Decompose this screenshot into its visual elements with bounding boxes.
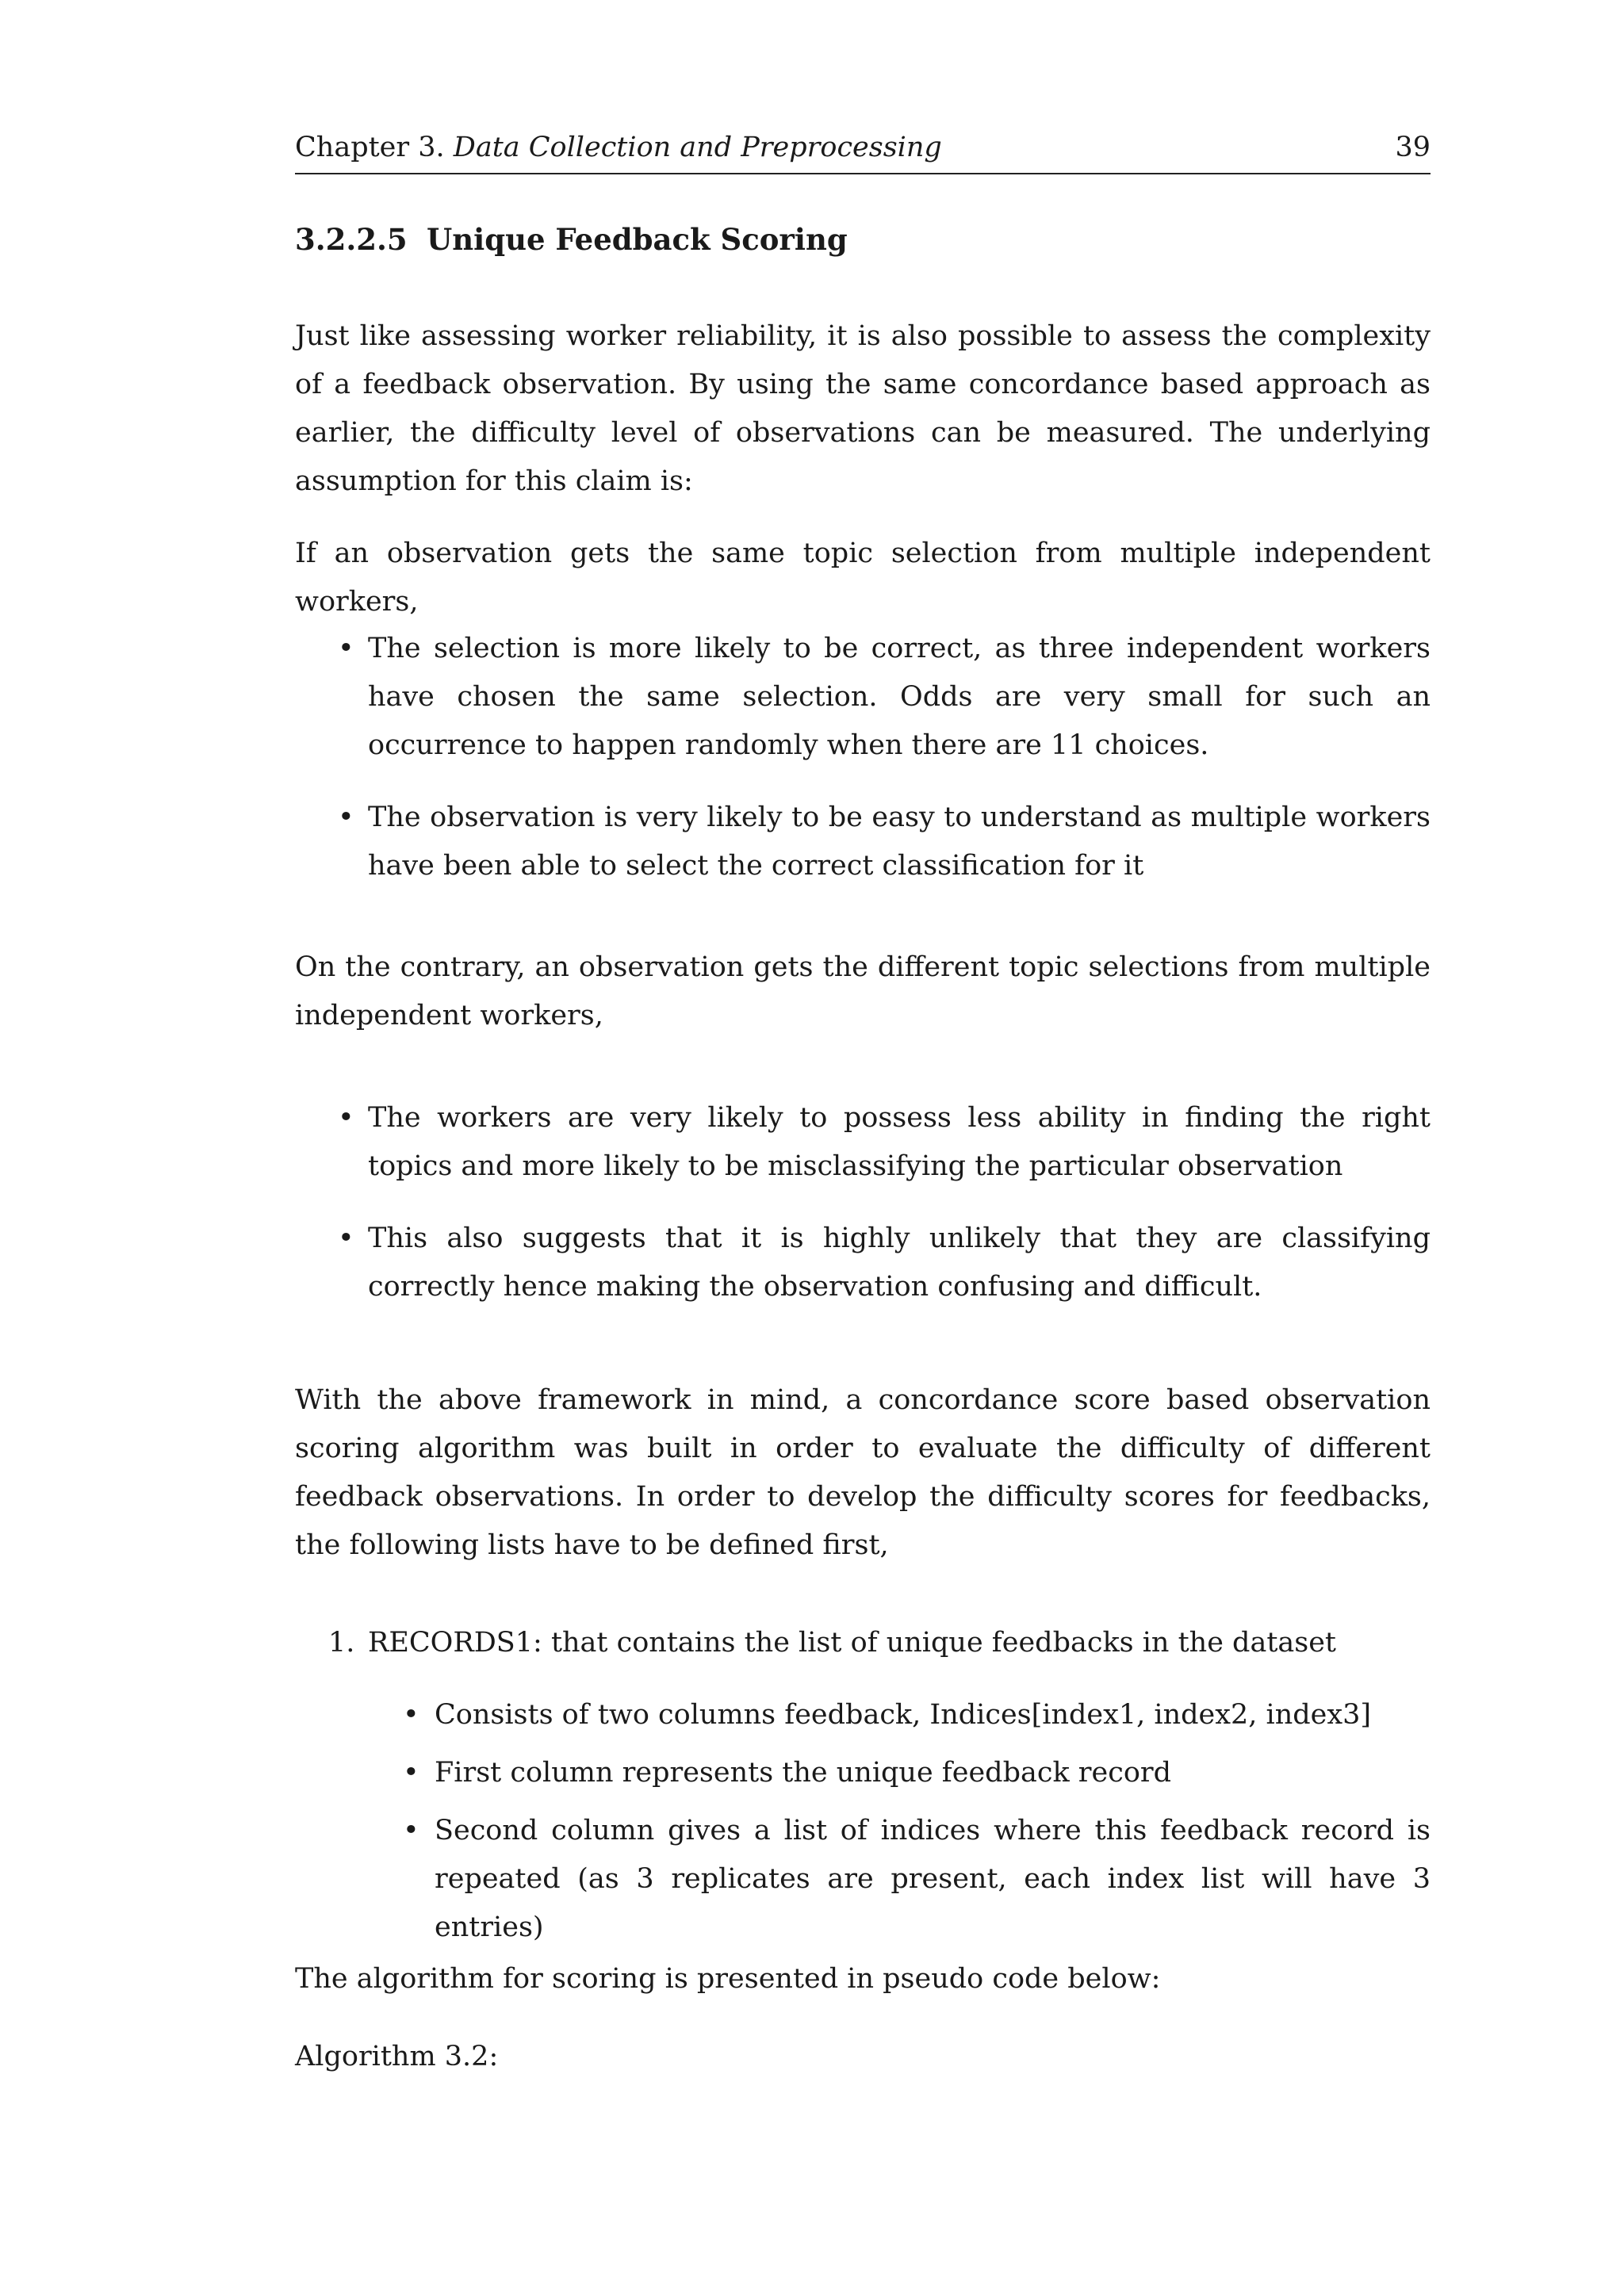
paragraph-algorithm-intro: The algorithm for scoring is presented in pseudo code below: [295,1963,1161,1995]
section-number: 3.2.2.5 [295,222,408,257]
sub-list-item [295,1807,1431,1952]
enumerated-list [295,1619,1431,1952]
running-header [295,132,1431,174]
bullet-icon: • [338,802,354,833]
paragraph-contrary: On the contrary, an observation gets the different topic selections from multiple independent workers, [295,951,1431,1031]
bullet-icon: • [338,633,354,664]
bullet-icon: • [403,1757,419,1789]
enumerated-item [295,1619,1431,1667]
chapter-label [295,132,942,163]
list-item [295,1215,1431,1311]
sub-list-item [295,1749,1431,1797]
list-item-text: The observation is very likely to be easy to understand as multiple workers have been able to select the correct classification for it [368,802,1431,882]
paragraph-intro: Just like assessing worker reliability, it is also possible to assess the complexity of a feedback observation. By using the same concordance based approach as earlier, the difficulty level of observations can be measured. The underlying assumption for this claim is: [295,320,1431,497]
chapter-title: Data Collection and Preprocessing [453,132,942,163]
list-item [295,794,1431,890]
item-number: 1. [328,1627,355,1659]
page-number: 39 [1395,132,1431,163]
chapter-prefix: Chapter 3. [295,132,445,163]
sub-bullet-list [295,1691,1431,1952]
list-item [295,625,1431,770]
paragraph-framework: With the above framework in mind, a concordance score based observation scoring algorithm was built in order to evaluate the difficulty of different feedback observations. In order to develop the difficulty scores for feedbacks, the following lists have to be defined first, [295,1384,1431,1561]
sub-list-item-text: Second column gives a list of indices where this feedback record is repeated (as 3 replicates are present, each index list will have 3 entries) [435,1815,1431,1943]
bullet-list-different [295,1094,1431,1311]
sub-list-item-text: First column represents the unique feedback record [435,1757,1172,1789]
algorithm-label: Algorithm 3.2: [295,2041,499,2072]
list-item [295,1094,1431,1191]
sub-list-item [295,1691,1431,1739]
enumerated-item-text: RECORDS1: that contains the list of unique feedbacks in the dataset [368,1627,1336,1659]
list-item-text: The workers are very likely to possess less ability in finding the right topics and more likely to be misclassifying the particular observation [368,1102,1431,1182]
bullet-icon: • [338,1223,354,1254]
section-title: Unique Feedback Scoring [427,222,848,257]
list-item-text: This also suggests that it is highly unlikely that they are classifying correctly hence making the observation confusing and difficult. [368,1223,1431,1303]
list-item-text: The selection is more likely to be correct, as three independent workers have chosen the same selection. Odds are very small for such an occurrence to happen randomly when there are 11 choices. [368,633,1431,761]
bullet-icon: • [338,1102,354,1134]
section-heading [295,222,848,257]
sub-list-item-text: Consists of two columns feedback, Indices[index1, index2, index3] [435,1699,1372,1731]
bullet-list-same [295,625,1431,890]
bullet-icon: • [403,1815,419,1846]
bullet-icon: • [403,1699,419,1731]
paragraph-assumption: If an observation gets the same topic selection from multiple independent workers, [295,538,1431,618]
